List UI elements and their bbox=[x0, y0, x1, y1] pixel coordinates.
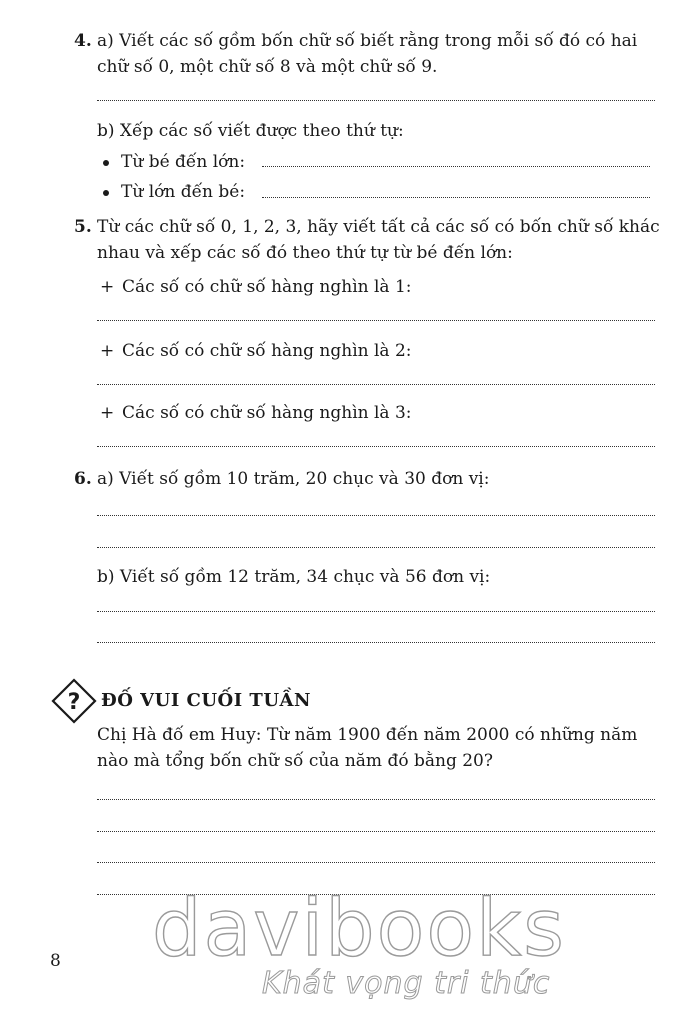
answer-line[interactable] bbox=[97, 320, 655, 321]
exercise-5-line-1: Từ các chữ số 0, 1, 2, 3, hãy viết tất cả các số có bốn chữ số khác bbox=[97, 217, 660, 237]
answer-line[interactable] bbox=[97, 100, 655, 101]
plus-marker: + bbox=[100, 277, 115, 297]
answer-line[interactable] bbox=[97, 611, 655, 612]
puzzle-line-2: nào mà tổng bốn chữ số của năm đó bằng 20? bbox=[97, 751, 493, 771]
exercise-5-item-1: Các số có chữ số hàng nghìn là 1: bbox=[122, 277, 412, 297]
answer-line[interactable] bbox=[97, 547, 655, 548]
svg-text:?: ? bbox=[67, 690, 81, 715]
exercise-6b: b) Viết số gồm 12 trăm, 34 chục và 56 đơn vị: bbox=[97, 567, 491, 587]
exercise-5-item-2: Các số có chữ số hàng nghìn là 2: bbox=[122, 341, 412, 361]
exercise-4-number: 4. bbox=[74, 31, 92, 51]
answer-line[interactable] bbox=[97, 384, 655, 385]
bullet-icon bbox=[103, 190, 109, 196]
answer-line[interactable] bbox=[97, 862, 655, 863]
answer-line[interactable] bbox=[262, 166, 650, 167]
page-number: 8 bbox=[50, 951, 61, 971]
exercise-5-number: 5. bbox=[74, 217, 92, 237]
watermark-brand: davibooks bbox=[152, 884, 566, 974]
answer-line[interactable] bbox=[97, 831, 655, 832]
plus-marker: + bbox=[100, 403, 115, 423]
exercise-6a: a) Viết số gồm 10 trăm, 20 chục và 30 đơn vị: bbox=[97, 469, 490, 489]
exercise-5-item-3: Các số có chữ số hàng nghìn là 3: bbox=[122, 403, 412, 423]
exercise-4b-bullet-1: Từ bé đến lớn: bbox=[121, 152, 246, 172]
answer-line[interactable] bbox=[97, 642, 655, 643]
answer-line[interactable] bbox=[262, 197, 650, 198]
exercise-4a-line-2: chữ số 0, một chữ số 8 và một chữ số 9. bbox=[97, 57, 438, 77]
answer-line[interactable] bbox=[97, 446, 655, 447]
plus-marker: + bbox=[100, 341, 115, 361]
exercise-6-number: 6. bbox=[74, 469, 92, 489]
bullet-icon bbox=[103, 160, 109, 166]
answer-line[interactable] bbox=[97, 515, 655, 516]
exercise-5-line-2: nhau và xếp các số đó theo thứ tự từ bé đến lớn: bbox=[97, 243, 513, 263]
exercise-4b-label: b) Xếp các số viết được theo thứ tự: bbox=[97, 121, 404, 141]
question-diamond-icon bbox=[51, 678, 97, 724]
watermark-tagline: Khát vọng tri thức bbox=[262, 966, 551, 1001]
answer-line[interactable] bbox=[97, 799, 655, 800]
exercise-4a-line-1: a) Viết các số gồm bốn chữ số biết rằng trong mỗi số đó có hai bbox=[97, 31, 638, 51]
exercise-4b-bullet-2: Từ lớn đến bé: bbox=[121, 182, 246, 202]
puzzle-title: ĐỐ VUI CUỐI TUẦN bbox=[101, 690, 311, 711]
puzzle-line-1: Chị Hà đố em Huy: Từ năm 1900 đến năm 2000 có những năm bbox=[97, 725, 638, 745]
